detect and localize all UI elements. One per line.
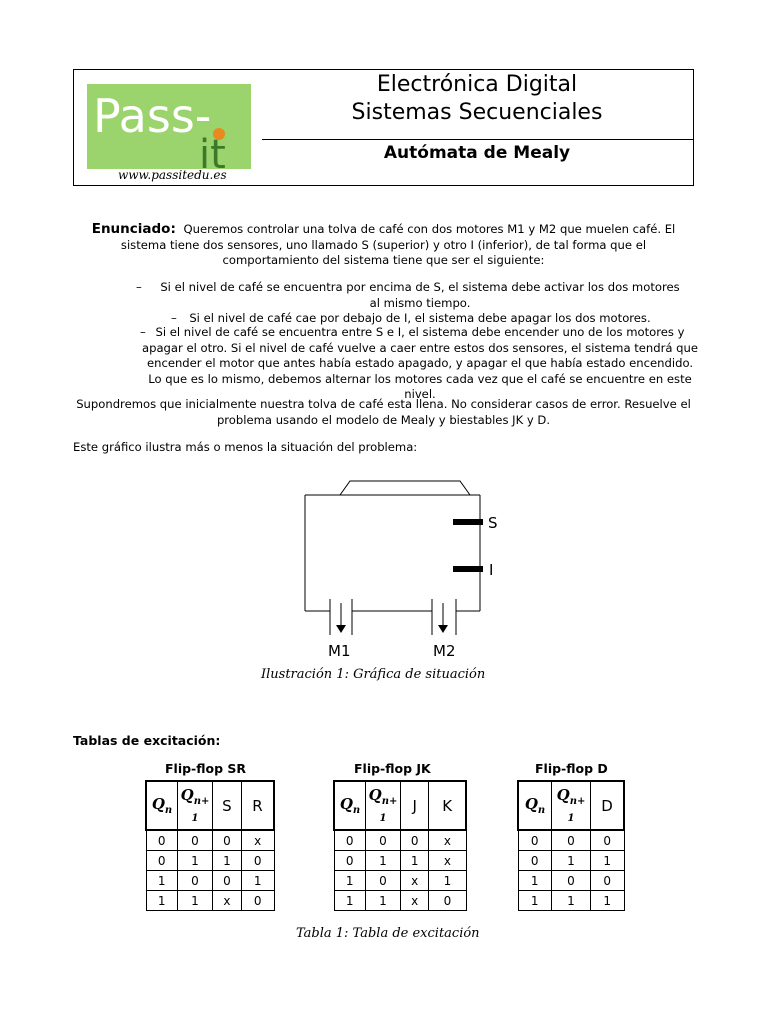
table-row: 1 1 x 0 [146, 891, 274, 911]
doc-title-line2: Sistemas Secuenciales [351, 100, 603, 125]
bullet-1: Si el nivel de café se encuentra por encima de S, el sistema debe activar los dos motores al mismo tiempo. [160, 280, 680, 310]
table-row: 0 0 0 [518, 830, 624, 851]
bullet-2: Si el nivel de café cae por debajo de I, el sistema debe apagar los dos motores. [189, 311, 651, 325]
pass-it-logo [87, 84, 251, 169]
col-qn1: $Q_{n+}$ 1 [552, 781, 591, 830]
arrow-down-icon [438, 625, 448, 633]
doc-subtitle: Autómata de Mealy [383, 143, 571, 163]
sensor-s-label: S [488, 514, 498, 532]
col-k: K [429, 781, 466, 830]
statement-intro [73, 222, 694, 269]
hopper-lid [340, 481, 470, 495]
logo-artwork [87, 84, 251, 169]
excitation-heading: Tablas de excitación: [73, 733, 221, 748]
jk-table-title: Flip-flop JK [354, 761, 431, 776]
col-qn: $Q_n$ [146, 781, 178, 830]
motor-m1 [330, 599, 352, 635]
sr-table-title: Flip-flop SR [165, 761, 247, 776]
col-qn: $Q_n$ [518, 781, 552, 830]
col-qn1: $Q_{n+}$ 1 [366, 781, 401, 830]
bullet-3: Si el nivel de café se encuentra entre S e I, el sistema debe encender uno de los motores y apagar el otro. Si el nivel de café vuelve a caer entre estos dos sensores, el sistema tendrá que encender el motor que antes había estado apagado, y apagar el que había estado encendido. Lo que es lo mismo, debemos alternar los motores cada vez que el café se encuentre en este nivel. [141, 325, 699, 401]
hopper-diagram [290, 475, 520, 665]
col-qn1: $Q_{n+}$ 1 [178, 781, 213, 830]
col-s: S [213, 781, 242, 830]
col-d: D [591, 781, 625, 830]
bullet-mark: – [136, 280, 142, 294]
table-row: 1 1 1 [518, 891, 624, 911]
figure-caption: Ilustración 1: Gráfica de situación [261, 667, 486, 682]
table-row: 1 1 x 0 [334, 891, 466, 911]
table-row: 0 1 1 x [334, 851, 466, 871]
d-excitation-table [517, 780, 625, 911]
table-row: 1 0 x 1 [334, 871, 466, 891]
sensor-s-bar [453, 519, 483, 525]
arrow-down-icon [336, 625, 346, 633]
col-r: R [241, 781, 274, 830]
bullet-mark: – [171, 311, 177, 325]
table-row: 0 0 0 x [146, 830, 274, 851]
figure-intro: Este gráfico ilustra más o menos la situación del problema: [73, 440, 418, 454]
sensor-i-bar [453, 566, 483, 572]
table-row: 1 0 0 1 [146, 871, 274, 891]
d-table-title: Flip-flop D [535, 761, 608, 776]
statement-intro-text: Queremos controlar una tolva de café con dos motores M1 y M2 que muelen café. El sistema tiene dos sensores, uno llamado S (superior) y otro I (inferior), de tal forma que el comportamiento del sistema tiene que ser el siguiente: [120, 222, 676, 267]
doc-title-line1: Electrónica Digital [376, 72, 578, 97]
statement-heading: Enunciado: [91, 221, 176, 237]
svg-text:it: it [199, 132, 226, 169]
sr-excitation-table [145, 780, 275, 911]
jk-excitation-table [333, 780, 467, 911]
table-row: 0 1 1 0 [146, 851, 274, 871]
col-j: J [401, 781, 429, 830]
motor-m1-label: M1 [328, 642, 351, 660]
motor-m2 [432, 599, 456, 635]
bullet-mark: – [140, 325, 146, 339]
title-divider [262, 139, 694, 140]
motor-m2-label: M2 [433, 642, 456, 660]
table-caption: Tabla 1: Tabla de excitación [296, 926, 480, 941]
svg-text:Pass-: Pass- [93, 89, 212, 143]
sensor-i-label: I [489, 561, 494, 579]
table-row: 0 0 0 x [334, 830, 466, 851]
col-qn: $Q_n$ [334, 781, 366, 830]
table-row: 1 0 0 [518, 871, 624, 891]
statement-assumption: Supondremos que inicialmente nuestra tolva de café esta llena. No considerar casos de error. Resuelve el problema usando el modelo de Mealy y biestables JK y D. [76, 397, 691, 427]
site-url[interactable]: www.passitedu.es [118, 168, 227, 182]
table-row: 0 1 1 [518, 851, 624, 871]
